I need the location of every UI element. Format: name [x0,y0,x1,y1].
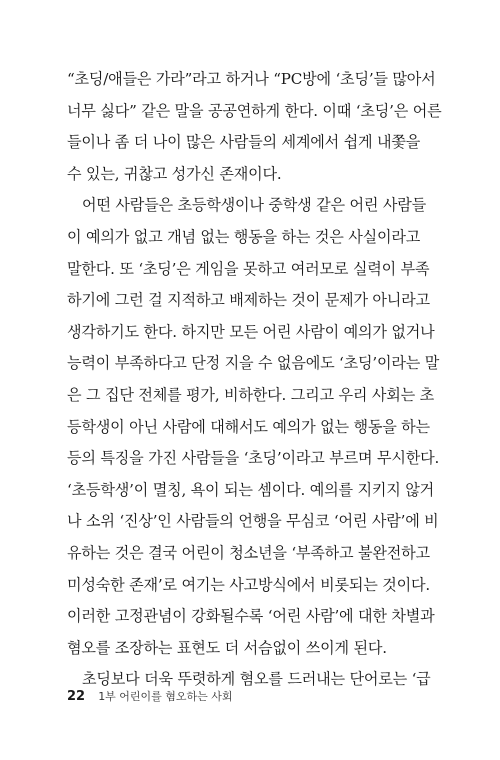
text-line: 나 소위 ‘진상’인 사람들의 언행을 무심코 ‘어린 사람’에 비 [67,512,439,531]
page-footer [67,685,233,705]
text-line: 너무 싫다” 같은 말을 공공연하게 한다. 이때 ‘초딩’은 어른 [67,101,442,120]
text-line: 은 그 집단 전체를 평가, 비하한다. 그리고 우리 사회는 초 [67,385,434,404]
text-line: 생각하기도 한다. 하지만 모든 어린 사람이 예의가 없거나 [67,322,435,341]
text-line: ‘초등학생’이 멸칭, 욕이 되는 셈이다. 예의를 지키지 않거 [67,480,434,499]
text-line: 이 예의가 없고 개념 없는 행동을 하는 것은 사실이라고 [67,227,421,246]
text-line: 유하는 것은 결국 어린이 청소년을 ‘부족하고 불완전하고 [67,543,430,562]
body-text [67,64,442,696]
text-line: 등학생이 아닌 사람에 대해서도 예의가 없는 행동을 하는 [67,417,430,436]
text-line: 혐오를 조장하는 표현도 더 서슴없이 쓰이게 된다. [67,638,387,657]
text-line: 능력이 부족하다고 단정 지을 수 없음에도 ‘초딩’이라는 말 [67,354,440,373]
text-line: 말한다. 또 ‘초딩’은 게임을 못하고 여러모로 실력이 부족 [67,259,430,278]
text-line: 하기에 그런 걸 지적하고 배제하는 것이 문제가 아니라고 [67,291,430,310]
page-number: 22 [67,689,86,704]
text-line: 초딩보다 더욱 뚜렷하게 혐오를 드러내는 단어로는 ‘급 [82,670,431,689]
text-line: 수 있는, 귀찮고 성가신 존재이다. [67,164,282,183]
text-line: “초딩/애들은 가라”라고 하거나 “PC방에 ‘초딩’들 많아서 [67,70,436,88]
text-line: 등의 특징을 가진 사람들을 ‘초딩’이라고 부르며 무시한다. [67,449,440,468]
text-line: 들이나 좀 더 나이 많은 사람들의 세계에서 쉽게 내쫓을 [67,133,421,152]
text-line: 어떤 사람들은 초등학생이나 중학생 같은 어린 사람들 [82,196,426,215]
running-head: 1부 어린이를 혐오하는 사회 [98,690,233,703]
text-line: 이러한 고정관념이 강화될수록 ‘어린 사람’에 대한 차별과 [67,607,435,626]
text-line: 미성숙한 존재’로 여기는 사고방식에서 비롯되는 것이다. [67,575,430,594]
